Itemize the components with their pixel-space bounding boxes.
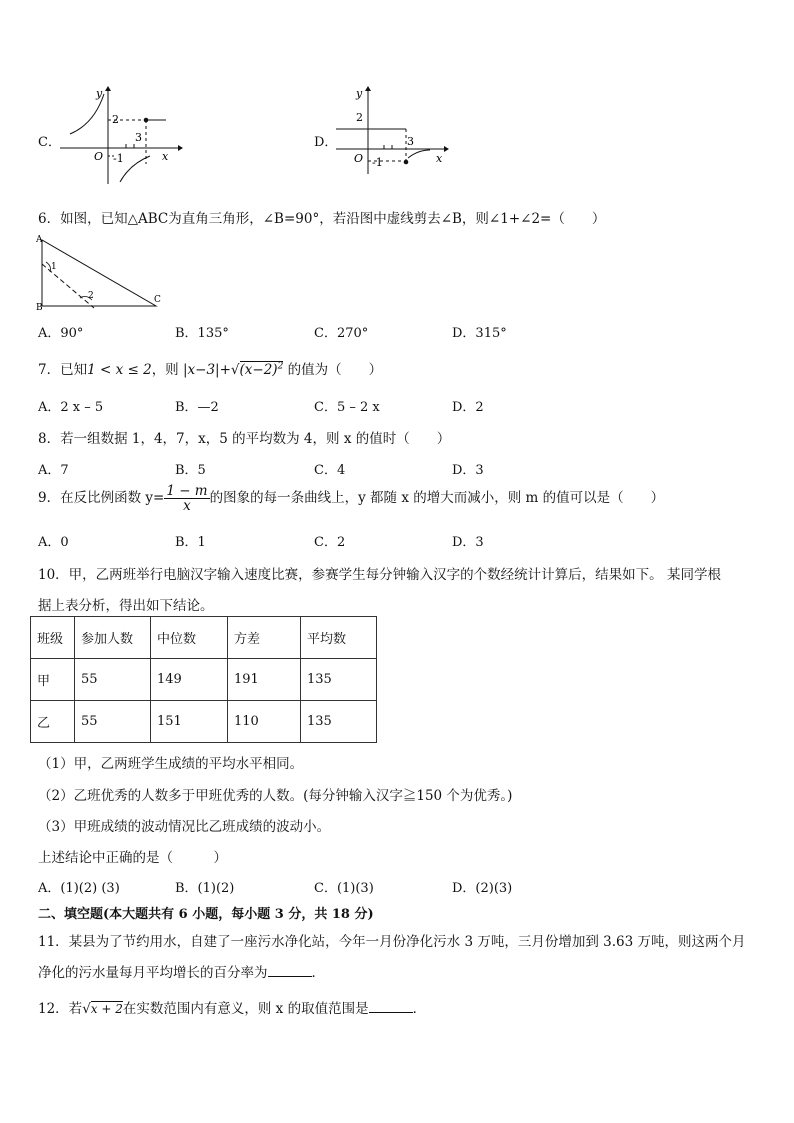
- table-cell: 55: [75, 659, 151, 701]
- q8-option-d: D．3: [452, 463, 484, 478]
- q8-option-b: B．5: [175, 463, 206, 478]
- question-12: 12．若√x + 2在实数范围内有意义，则 x 的取值范围是 ．: [38, 1001, 427, 1017]
- graph-c-origin: O: [94, 150, 104, 163]
- table-cell: 135: [301, 701, 377, 743]
- graph-c-right-curve: [120, 156, 150, 182]
- q6-option-d: D．315°: [452, 326, 507, 341]
- q8-option-a: A．7: [38, 463, 69, 478]
- q7-abs-expression: |x−3|: [182, 362, 220, 378]
- answer-blank: [369, 999, 413, 1013]
- graph-d-curve: [408, 150, 430, 158]
- q9-fraction: $\frac{1 - m}{x}$: [166, 483, 208, 515]
- q9-option-d: D．3: [452, 535, 484, 550]
- question-7: [38, 358, 382, 378]
- q9-prefix: 9．在反比例函数 y=: [38, 490, 165, 507]
- table-cell: 甲: [31, 659, 75, 701]
- header-mean: 平均数: [301, 617, 377, 659]
- q7-mid: ，则: [151, 362, 179, 378]
- question-9: [38, 484, 664, 513]
- q7-option-a: A．2 x – 5: [38, 400, 104, 415]
- conclusion-2: （2）乙班优秀的人数多于甲班优秀的人数。(每分钟输入汉字≧150 个为优秀。): [38, 788, 513, 804]
- graph-d-y-label: y: [356, 87, 363, 100]
- vertex-a: A: [36, 235, 43, 245]
- triangle-abc: [42, 240, 156, 306]
- table-cell: 110: [228, 701, 301, 743]
- q9-option-c: C．2: [314, 535, 346, 550]
- q6-option-c: C．270°: [314, 326, 369, 341]
- section-heading: 二、填空题(本大题共有 6 小题，每小题 3 分，共 18 分): [38, 907, 374, 922]
- graph-d-tick-3: 3: [407, 135, 414, 148]
- vertex-c: C: [154, 295, 161, 305]
- graph-c-tick-3: 3: [135, 131, 142, 144]
- sqrt-icon: √: [82, 1001, 91, 1017]
- angle-1-label: 1: [51, 262, 57, 272]
- table-cell: 乙: [31, 701, 75, 743]
- graph-d-tick-neg1: -1: [372, 156, 383, 169]
- option-c-label: C．: [38, 135, 61, 150]
- q7-condition: 1 < x ≤ 2: [87, 362, 152, 378]
- angle-2-label: 2: [88, 291, 94, 301]
- score-table: [30, 616, 377, 743]
- q9-option-a: A．0: [38, 535, 69, 550]
- table-cell: 55: [75, 701, 151, 743]
- table-cell: 149: [151, 659, 228, 701]
- q7-option-d: D．2: [452, 400, 484, 415]
- table-cell: 191: [228, 659, 301, 701]
- header-variance: 方差: [228, 617, 301, 659]
- graph-c-x-label: x: [162, 150, 169, 163]
- q7-radicand: $(x-2)^2$: [239, 361, 284, 378]
- graph-d-tick-2: 2: [356, 111, 363, 124]
- q7-prefix: 7．已知: [38, 362, 88, 378]
- question-8: 8．若一组数据 1，4，7，x，5 的平均数为 4，则 x 的值时（ ）: [38, 431, 451, 447]
- q10-ask: 上述结论中正确的是（ ）: [38, 850, 227, 866]
- q10-option-b: B．(1)(2): [175, 881, 235, 896]
- q10-option-c: C．(1)(3): [314, 881, 374, 896]
- graph-d-origin: O: [354, 152, 364, 165]
- table-header-row: [31, 617, 377, 659]
- q10-option-a: A．(1)(2) (3): [38, 881, 120, 896]
- answer-blank: [268, 963, 312, 977]
- question-10-line1: 10．甲，乙两班举行电脑汉字输入速度比赛，参赛学生每分钟输入汉字的个数经统计计算后，结果如下。 某同学根: [38, 567, 721, 583]
- header-median: 中位数: [151, 617, 228, 659]
- q10-option-d: D．(2)(3): [452, 881, 513, 896]
- table-cell: 151: [151, 701, 228, 743]
- q7-plus: +: [219, 362, 231, 378]
- question-11-line2: 净化的污水量每月平均增长的百分率为 ．: [38, 965, 325, 981]
- sqrt-icon: √: [230, 362, 240, 378]
- vertex-b: B: [36, 303, 43, 312]
- graph-d-closed-point: [404, 160, 409, 165]
- question-6: 6．如图，已知△ABC为直角三角形，∠B=90°，若沿图中虚线剪去∠B，则∠1+∠2=（ ）: [38, 211, 606, 227]
- q6-option-a: A．90°: [38, 326, 84, 341]
- conclusion-1: （1）甲，乙两班学生成绩的平均水平相同。: [38, 756, 304, 772]
- cut-line: [42, 264, 94, 308]
- table-row: [31, 701, 377, 743]
- q7-option-b: B．—2: [175, 400, 219, 415]
- q9-suffix: 的图象的每一条曲线上，y 都随 x 的增大而减小，则 m 的值可以是（ ）: [209, 490, 665, 507]
- option-d-label: D．: [314, 135, 338, 150]
- table-row: [31, 659, 377, 701]
- q7-option-c: C．5 – 2 x: [314, 400, 380, 415]
- header-participants: 参加人数: [75, 617, 151, 659]
- question-10-line2: 据上表分析，得出如下结论。: [38, 598, 214, 614]
- question-11-line1: 11．某县为了节约用水，自建了一座污水净化站，今年一月份净化污水 3 万吨，三月份增加到 3.63 万吨，则这两个月: [38, 934, 746, 950]
- graph-c: [58, 84, 183, 186]
- q12-radicand: x + 2: [90, 1002, 123, 1016]
- triangle-figure: [36, 232, 166, 312]
- q9-option-b: B．1: [175, 535, 206, 550]
- q8-option-c: C．4: [314, 463, 346, 478]
- graph-c-left-curve: [70, 94, 104, 134]
- q6-option-b: B．135°: [175, 326, 229, 341]
- graph-c-tick-2: 2: [112, 113, 119, 126]
- header-class: 班级: [31, 617, 75, 659]
- graph-d-x-label: x: [436, 152, 443, 165]
- graph-c-tick-neg1: -1: [113, 152, 124, 165]
- graph-d: [334, 84, 449, 176]
- table-cell: 135: [301, 659, 377, 701]
- graph-c-y-label: y: [96, 87, 103, 100]
- conclusion-3: （3）甲班成绩的波动情况比乙班成绩的波动小。: [38, 819, 331, 835]
- q7-suffix: 的值为（ ）: [287, 362, 383, 378]
